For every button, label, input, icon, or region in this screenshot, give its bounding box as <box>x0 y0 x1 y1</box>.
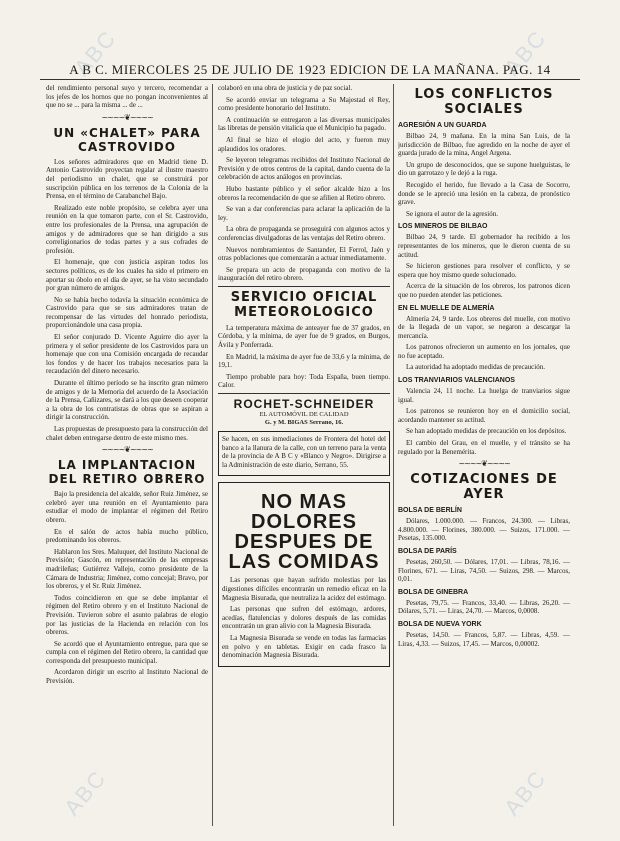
rochet-ad-address: G. y M. BIGAS Serrano, 16. <box>264 419 344 427</box>
section-subheading: BOLSA DE BERLÍN <box>398 507 462 515</box>
section-subheading: EN EL MUELLE DE ALMERÍA <box>398 304 495 312</box>
article-paragraph: Bilbao 24, 9 tarde. El gobernador ha recibido a los representantes de los mineros, que le dieron cuenta de su actitud. <box>398 233 570 259</box>
section-subheading: BOLSA DE NUEVA YORK <box>398 620 482 628</box>
article-paragraph: Valencia 24, 11 noche. La huelga de tranviarios sigue igual. <box>398 387 570 404</box>
article-paragraph: En el salón de actos había mucho público, predominando los obreros. <box>46 527 208 545</box>
article-paragraph: La obra de propaganda se proseguirá con algunos actos y conferencias divulgadoras de las ventajas del Retiro obrero. <box>218 225 390 242</box>
chalet-headline: UN «CHALET» PARA CASTROVIDO <box>53 125 201 154</box>
ad-paragraph: Las personas que sufren del estómago, ardores, acedías, flatulencias y dolores después de las comidas encontrarán un gran alivio con la Magnesia Bisurada. <box>222 605 386 631</box>
cotizaciones-headline: COTIZACIONES DE AYER <box>410 472 558 503</box>
ad-paragraph: La Magnesia Bisurada se vende en todas las farmacias en polvo y en tabletas. Exigir en cada frasco la denominación Magnesia Bisurada. <box>222 633 386 660</box>
conflictos-headline: LOS CONFLICTOS SOCIALES <box>414 87 554 117</box>
article-paragraph: A continuación se entregaron a las diversas municipales las libretas de pensión vitalicia que el Municipio ha pagado. <box>218 115 390 133</box>
rochet-ad <box>218 397 390 427</box>
section-subheading: LOS MINEROS DE BILBAO <box>398 223 488 231</box>
section-subheading: AGRESIÓN A UN GUARDA <box>398 122 487 129</box>
article-paragraph: Acerca de la situación de los obreros, los patronos dicen que no pueden atender las peticiones. <box>398 282 570 299</box>
article-paragraph: Hablaron los Sres. Maluquer, del Instituto Nacional de Previsión; Gascón, en representación de las empresas madrileñas; Gutiérrez Vallejo, como presidente de la Cámara de Industria; Jiménez, como concejal; Bravo, por los obreros, y el Sr. Ruiz Jiménez. <box>46 547 208 591</box>
article-paragraph: En Madrid, la máxima de ayer fue de 33,6 y la mínima, de 19,1. <box>218 352 390 370</box>
watermark: ABC <box>499 25 552 81</box>
article-paragraph: Se han adoptado medidas de precaución en los depósitos. <box>406 427 567 436</box>
ornament: ~~~~❦~~~~ <box>458 459 510 469</box>
quotes-paragraph: Dólares, 1.000.000. — Francos, 24.300. — Libras, 4.800.000. — Florines, 380.000. — Suizos, 171.000. — Pesetas, 135.000. <box>398 517 570 543</box>
column-3 <box>398 84 570 826</box>
retiro-headline: LA IMPLANTACION DEL RETIRO OBRERO <box>48 458 206 487</box>
article-paragraph: Se ignora el autor de la agresión. <box>406 209 498 218</box>
article-paragraph: No se había hecho todavía la situación económica de Castrovido para que se sus admiradores tratan de recompensar de las virtudes del honrado periodista, proporcionándole una casa propia. <box>46 295 208 330</box>
ornament: ~~~~❦~~~~ <box>101 445 153 455</box>
article-paragraph: El homenaje, que con justicia aspiran todos los sectores políticos, es de los cuales ha sido el primero en aportar su óbolo en el día de ayer, se ha visto secundado por gran número de amigos. <box>46 258 208 293</box>
section-subheading: LOS TRANVIARIOS VALENCIANOS <box>398 377 515 385</box>
quotes-paragraph: Pesetas, 260,50. — Dólares, 17,01. — Libras, 78,16. — Florines, 671. — Liras, 74,50. — Suizos, 298. — Marcos, 0,01. <box>398 558 570 584</box>
classified-ad <box>218 431 390 476</box>
article-paragraph: colaboró en una obra de justicia y de paz social. <box>218 84 353 92</box>
magnesia-ad <box>218 482 390 666</box>
magnesia-ad-title: NO MAS DOLORES DESPUES DE LAS COMIDAS <box>228 491 380 574</box>
article-paragraph: La temperatura máxima de anteayer fue de 37 grados, en Córdoba, y la mínima, de ayer fue de 9 grados, en Burgos, Ávila y Ponferrada. <box>218 323 390 350</box>
article-paragraph: Todos coincidieron en que se debe implantar el régimen del Retiro obrero y en el Instituto Nacional de Previsión. Tuvieron sobre el asunto palabras de elogio por las justicias de la Hacienda en relación con los obreros. <box>46 593 208 637</box>
article-paragraph: Acordaron dirigir un escrito al Instituto Nacional de Previsión. <box>46 668 208 686</box>
article-paragraph: Se acordó que el Ayuntamiento entregue, para que se cumpla con el régimen del Retiro obrero, la cantidad que corresponda del presupuesto municipal. <box>46 639 208 665</box>
intro-paragraph: del rendimiento personal suyo y tercero, recomendar a los jefes de los hornos que no pongan inconvenientes al que no se ... para la misma ... de ... <box>46 84 208 110</box>
divider <box>218 393 390 394</box>
article-paragraph: Un grupo de desconocidos, que se supone huelguistas, le dio un garrotazo y le dejó a la ruga. <box>398 160 570 178</box>
article-paragraph: Se prepara un acto de propaganda con motivo de la inauguración del retiro obrero. <box>218 265 390 283</box>
article-paragraph: Los señores admiradores que en Madrid tiene D. Antonio Castrovido proyectan regalar al ilustre maestro del periodismo un chalet, que se construirá por suscripción pública en los terrenos de la Colonia de la Prensa, en el término de Carabanchel Bajo. <box>46 157 208 201</box>
article-paragraph: La autoridad ha adoptado medidas de precaución. <box>406 363 545 372</box>
column-1 <box>46 84 208 826</box>
article-paragraph: Durante el último período se ha inscrito gran número de amigos y de la Memoria del acuerdo de la Asociación de la Prensa, Cañizares, se dará a los que deseen cooperar a la obra de los contratistas de obras que se aspiran a dirigir la construcción. <box>46 379 208 422</box>
quotes-paragraph: Pesetas, 14,50. — Francos, 5,87. — Libras, 4,59. — Liras, 4,33. — Suizos, 17,45. — Marcos, 0,00002. <box>398 630 570 648</box>
article-paragraph: Se leyeron telegramas recibidos del Instituto Nacional de Previsión y de otros centros de la capital, dando cuenta de la celebración de actos análogos en provincias. <box>218 156 390 182</box>
watermark: ABC <box>499 765 552 821</box>
article-paragraph: Bilbao 24, 9 mañana. En la mina San Luis, de la jurisdicción de Bilbao, fue agredido en la noche de ayer el guarda jurado de la mina, Angel Argena. <box>398 132 570 158</box>
article-paragraph: Nuevos nombramientos de Santander, El Ferrol, Jaén y otras poblaciones que comenzarán a actuar inmediatamente. <box>218 245 390 263</box>
meteo-headline: SERVICIO OFICIAL METEOROLOGICO <box>230 289 378 320</box>
section-subheading: BOLSA DE GINEBRA <box>398 588 469 596</box>
article-paragraph: Los patronos ofrecieron un aumento en los jornales, que no fue aceptado. <box>398 343 570 360</box>
section-subheading: BOLSA DE PARÍS <box>398 548 457 555</box>
rochet-ad-tagline: EL AUTOMÓVIL DE CALIDAD <box>259 411 349 419</box>
header-rule <box>40 79 580 80</box>
article-paragraph: Tiempo probable para hoy: Toda España, buen tiempo. Calor. <box>218 372 390 390</box>
article-paragraph: El cambio del Grau, en el muelle, y el tránsito se ha regulado por la Benemérita. <box>398 439 570 456</box>
divider <box>218 286 390 287</box>
article-paragraph: Las propuestas de presupuesto para la construcción del chalet deben entregarse dentro de este mismo mes. <box>46 425 208 442</box>
watermark: ABC <box>59 765 112 821</box>
article-paragraph: Hubo bastante público y el señor alcalde hizo a los obreros la recomendación de que se afilien al Retiro obrero. <box>218 184 390 202</box>
article-paragraph: Se hicieron gestiones para resolver el conflicto, y se espera que hoy mismo quede solucionado. <box>398 262 570 279</box>
article-paragraph: Al final se hizo el elogio del acto, y fueron muy aplaudidos los oradores. <box>218 135 390 153</box>
article-paragraph: Se acordó enviar un telegrama a Su Majestad el Rey, como presidente honorario del Instituto. <box>218 95 390 113</box>
page-header: A B C. MIERCOLES 25 DE JULIO DE 1923 EDICION DE LA MAÑANA. PAG. 14 <box>69 62 551 77</box>
rochet-ad-title: ROCHET-SCHNEIDER <box>233 397 375 412</box>
article-paragraph: Almería 24, 9 tarde. Los obreros del muelle, con motivo de la llegada de un vapor, se negaron a descargar la mercancía. <box>398 314 570 340</box>
watermark: ABC <box>69 25 122 81</box>
article-paragraph: Bajo la presidencia del alcalde, señor Ruiz Jiménez, se celebró ayer una reunión en el Ayuntamiento para estudiar el modo de implantar el régimen del Retiro obrero. <box>46 490 208 524</box>
column-2 <box>218 84 390 826</box>
article-paragraph: Recogido el herido, fue llevado a la Casa de Socorro, donde se le apreció una lesión en la cabeza, de pronóstico grave. <box>398 180 570 207</box>
column-rule <box>393 84 394 826</box>
article-paragraph: Se van a dar conferencias para aclarar la aplicación de la ley. <box>218 205 390 222</box>
article-paragraph: Realizado este noble propósito, se celebra ayer una reunión en la que tomaron parte, con el Sr. Castrovido, entre los profesionales de la Prensa, una agrupación de amigos y de admiradores que se han dirigido a sus correligionarios de todas partes y a sus cofrades de profesión. <box>46 203 208 255</box>
article-paragraph: El señor conjurado D. Vicente Aguirre dio ayer la primera y el señor presidente de los Castrovidos para un homenaje que con una Comisión encargada de recaudar los fondos y de hacer los trabajos necesarios para la recaudación del dinero necesario. <box>46 333 208 376</box>
ad-paragraph: Las personas que hayan sufrido molestias por las digestiones difíciles encontrarán un remedio eficaz en la Magnesia Bisurada, que neutraliza la acidez del estómago. <box>222 576 386 602</box>
quotes-paragraph: Pesetas, 79,75. — Francos, 33,40. — Libras, 26,20. — Dólares, 5,71. — Liras, 24,70. — Marcos, 0,0008. <box>398 598 570 616</box>
article-paragraph: Los patronos se reunieron hoy en el domicilio social, acordando mantener su actitud. <box>398 407 570 424</box>
ornament: ~~~~❦~~~~ <box>101 112 153 122</box>
classified-ad-text: Se hacen, en sus inmediaciones de Frontera del hotel del banco a la llanura de la calle, con un terreno para la venta de la provincia de A B C y «Blanco y Negro». Dirigirse a la Administración de este diario, Serrano, 55. <box>222 435 386 469</box>
column-rule <box>212 84 213 826</box>
